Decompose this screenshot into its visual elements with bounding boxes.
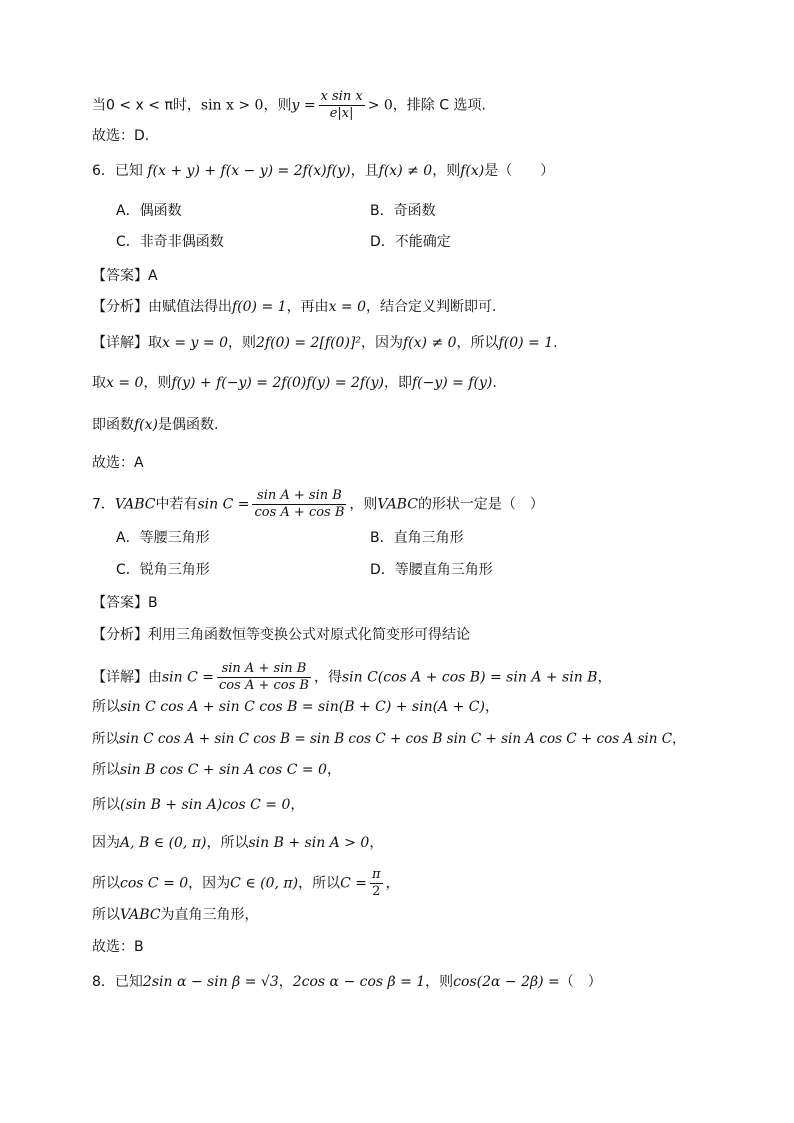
q7-step-6: 所以cos C = 0，因为C ∈ (0, π)，所以C = $\frac{\pi}{2}$ ， (92, 867, 400, 899)
q7-select: 故选：B (92, 939, 144, 955)
q7-option-c: C．锐角三角形 (116, 562, 210, 578)
fraction: $\frac{\text{x sin x}}{e|x|}$ (320, 89, 363, 121)
q7-option-a: A．等腰三角形 (116, 530, 210, 546)
q7-step-4: 所以(sin B + sin A)cos C = 0， (92, 797, 305, 813)
q7-analysis: 【分析】利用三角函数恒等变换公式对原式化简变形可得结论 (92, 627, 470, 643)
line-top-1: 当0 < x < π时，sin x > 0，则y = $\frac{\text{x sin x}}{e|x|}$ > 0，排除 C 选项. (92, 89, 486, 121)
q6-analysis: 【分析】由赋值法得出f(0) = 1，再由x = 0，结合定义判断即可. (92, 299, 497, 315)
q6-detail-line-3: 即函数f(x)是偶函数. (92, 417, 219, 433)
q6-detail: 【详解】取x = y = 0，则2f(0) = 2[f(0)]²，因为f(x) ≠ 0，所以f(0) = 1. (92, 335, 558, 351)
q7-detail: 【详解】由sin C = $\frac{\text{sin A + sin B}}{\text{cos A + cos B}}$ ，得sin C(cos A + cos B) = sin A + sin B， (92, 661, 612, 693)
fraction: $\frac{\text{sin A + sin B}}{\text{cos A + cos B}}$ (254, 488, 345, 520)
q6-option-a: A．偶函数 (116, 203, 182, 219)
q7-option-b: B．直角三角形 (370, 530, 464, 546)
q7-step-5: 因为A, B ∈ (0, π)，所以sin B + sin A > 0， (92, 835, 384, 851)
q7-step-1: 所以sin C cos A + sin C cos B = sin(B + C) + sin(A + C)， (92, 699, 499, 715)
q7-step-3: 所以sin B cos C + sin A cos C = 0， (92, 762, 341, 778)
q7-step-2: 所以sin C cos A + sin C cos B = sin B cos C + cos B sin C + sin A cos C + cos A sin C， (92, 731, 686, 747)
q6-answer: 【答案】A (92, 268, 158, 284)
select-d: 故选：D. (92, 128, 150, 144)
fraction: $\frac{\pi}{2}$ (371, 867, 381, 899)
q6-option-d: D．不能确定 (370, 234, 451, 250)
q7-stem: 7．VABC中若有sin C = $\frac{\text{sin A + sin B}}{\text{cos A + cos B}}$ ，则VABC的形状一定是（ ） (92, 488, 544, 520)
q6-option-b: B．奇函数 (370, 203, 436, 219)
fraction: $\frac{\text{sin A + sin B}}{\text{cos A + cos B}}$ (219, 661, 309, 693)
q6-stem: 6．已知 f(x + y) + f(x − y) = 2f(x)f(y)，且f(x) ≠ 0，则f(x)是（ ） (92, 163, 555, 179)
q6-option-c: C．非奇非偶函数 (116, 234, 224, 250)
q7-step-7: 所以VABC为直角三角形， (92, 907, 259, 923)
q8-stem: 8．已知2sin α − sin β = √3，2cos α − cos β = 1，则cos(2α − 2β) =（ ） (92, 974, 602, 990)
q6-select: 故选：A (92, 455, 144, 471)
q6-detail-line-2: 取x = 0，则f(y) + f(−y) = 2f(0)f(y) = 2f(y)，即f(−y) = f(y). (92, 375, 497, 391)
q7-option-d: D．等腰直角三角形 (370, 562, 493, 578)
q7-answer: 【答案】B (92, 595, 158, 611)
